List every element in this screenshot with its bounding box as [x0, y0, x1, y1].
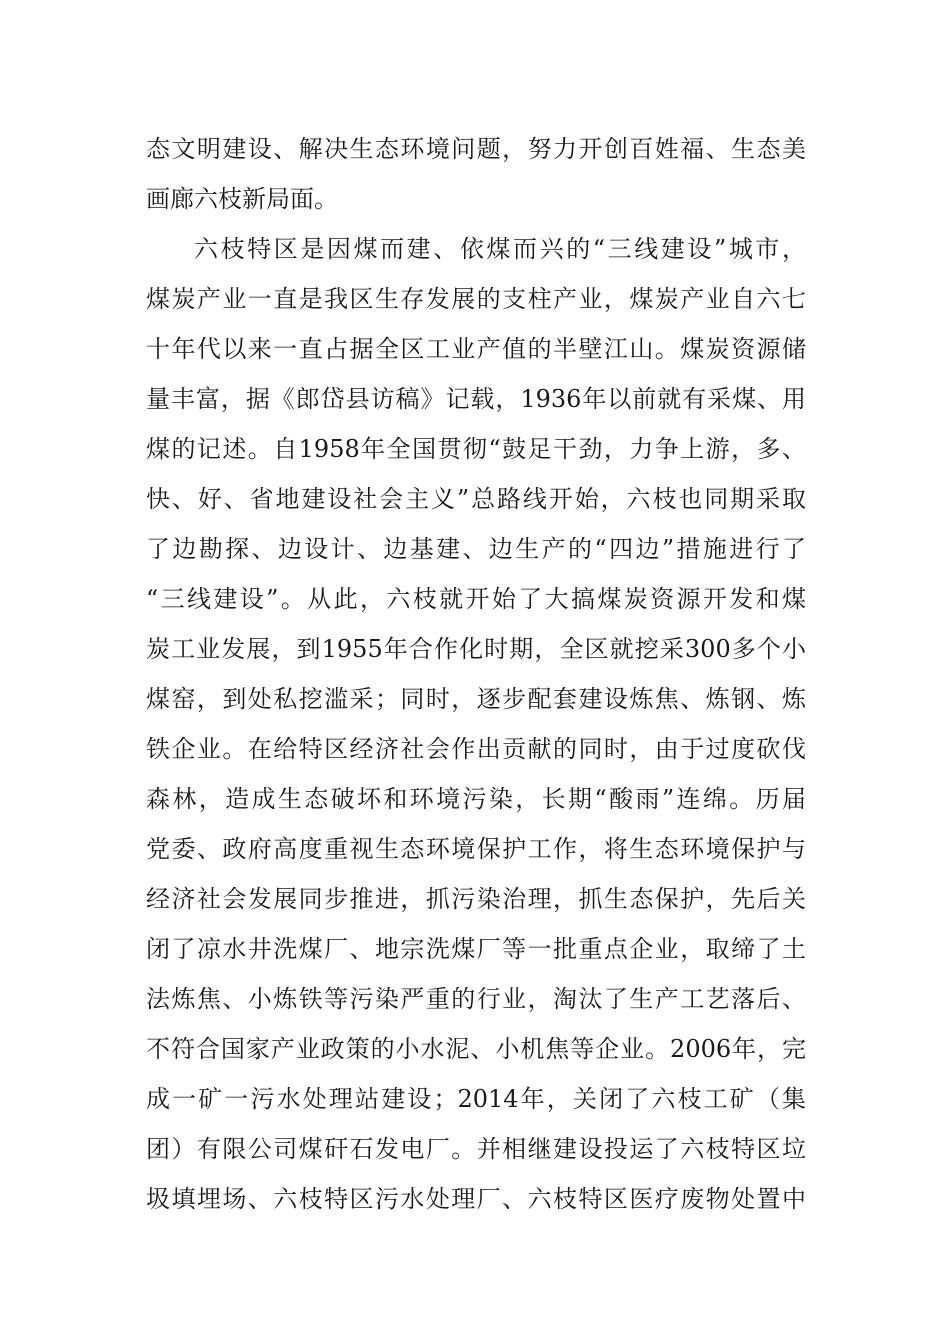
- text-line: 成一矿一污水处理站建设；2014年，关闭了六枝工矿（集: [146, 1085, 806, 1113]
- text-line: 量丰富，据《郎岱县访稿》记载，1936年以前就有采煤、用: [146, 385, 806, 413]
- text-line: 党委、政府高度重视生态环境保护工作，将生态环境保护与: [146, 835, 806, 863]
- text-line: 煤的记述。自1958年全国贯彻“鼓足干劲，力争上游，多、: [146, 435, 806, 463]
- text-line: 六枝特区是因煤而建、依煤而兴的“三线建设”城市，: [194, 235, 806, 263]
- text-line: 了边勘探、边设计、边基建、边生产的“四边”措施进行了: [146, 535, 806, 563]
- text-line: 十年代以来一直占据全区工业产值的半壁江山。煤炭资源储: [146, 335, 806, 363]
- text-line: 圾填埋场、六枝特区污水处理厂、六枝特区医疗废物处置中: [146, 1185, 806, 1213]
- text-line: 不符合国家产业政策的小水泥、小机焦等企业。2006年，完: [146, 1035, 806, 1063]
- text-line: 煤窑，到处私挖滥采；同时，逐步配套建设炼焦、炼钢、炼: [146, 685, 806, 713]
- text-line: 法炼焦、小炼铁等污染严重的行业，淘汰了生产工艺落后、: [146, 985, 806, 1013]
- text-line: 快、好、省地建设社会主义”总路线开始，六枝也同期采取: [146, 485, 806, 513]
- text-line: 态文明建设、解决生态环境问题，努力开创百姓福、生态美: [146, 135, 806, 163]
- text-line: “三线建设”。从此，六枝就开始了大搞煤炭资源开发和煤: [146, 585, 806, 613]
- text-line: 煤炭产业一直是我区生存发展的支柱产业，煤炭产业自六七: [146, 285, 806, 313]
- paragraph-2: [146, 224, 806, 1224]
- document-body: [146, 124, 806, 1224]
- text-line: 森林，造成生态破坏和环境污染，长期“酸雨”连绵。历届: [146, 785, 806, 813]
- text-line: 闭了凉水井洗煤厂、地宗洗煤厂等一批重点企业，取缔了土: [146, 935, 806, 963]
- text-line: 画廊六枝新局面。: [146, 185, 338, 213]
- text-line: 铁企业。在给特区经济社会作出贡献的同时，由于过度砍伐: [146, 735, 806, 763]
- paragraph-1: [146, 124, 806, 224]
- text-line: 炭工业发展，到1955年合作化时期，全区就挖采300多个小: [146, 635, 806, 663]
- text-line: 经济社会发展同步推进，抓污染治理，抓生态保护，先后关: [146, 885, 806, 913]
- text-line: 团）有限公司煤矸石发电厂。并相继建设投运了六枝特区垃: [146, 1135, 806, 1163]
